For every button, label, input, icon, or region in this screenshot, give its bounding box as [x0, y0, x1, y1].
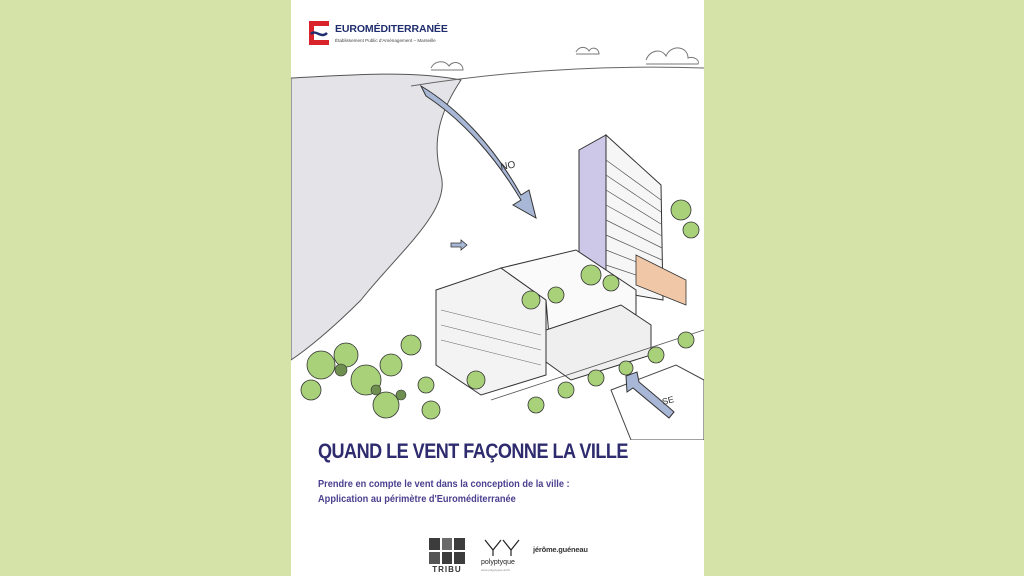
- tribu-logo: [429, 538, 465, 576]
- cloud-shape: [576, 47, 599, 54]
- tribu-grid-icon: [429, 538, 465, 564]
- euromediterranee-logo: [309, 21, 509, 55]
- jerome-gueneau-logo: jérôme.guéneau: [533, 545, 588, 554]
- polyptyque-label: polyptyque: [481, 559, 515, 566]
- polyptyque-url: www.polyptyque.archi: [481, 568, 511, 572]
- cover-subtitle-line2: Application au périmètre d'Euroméditerranée: [318, 493, 516, 505]
- urban-wind-sketch: [291, 0, 704, 440]
- polyptyque-logo: [481, 538, 529, 576]
- partner-logos: [291, 530, 704, 576]
- cover-subtitle-line1: Prendre en compte le vent dans la conception de la ville :: [318, 478, 570, 490]
- cloud-shape: [431, 62, 463, 70]
- report-cover: [291, 0, 704, 576]
- wind-label-se: SE: [660, 394, 676, 407]
- logo-tagline: Établissement Public d'Aménagement – Marseille: [335, 38, 436, 43]
- cover-title: QUAND LE VENT FAÇONNE LA VILLE: [318, 440, 628, 463]
- logo-mark-icon: [309, 21, 333, 49]
- cloud-shape: [646, 48, 698, 64]
- logo-name: EUROMÉDITERRANÉE: [335, 23, 448, 35]
- wind-label-nw: NO: [499, 159, 517, 173]
- tribu-label: TRIBU: [432, 565, 462, 574]
- wind-arrow-small: [451, 240, 467, 250]
- polyptyque-mark-icon: [483, 538, 523, 558]
